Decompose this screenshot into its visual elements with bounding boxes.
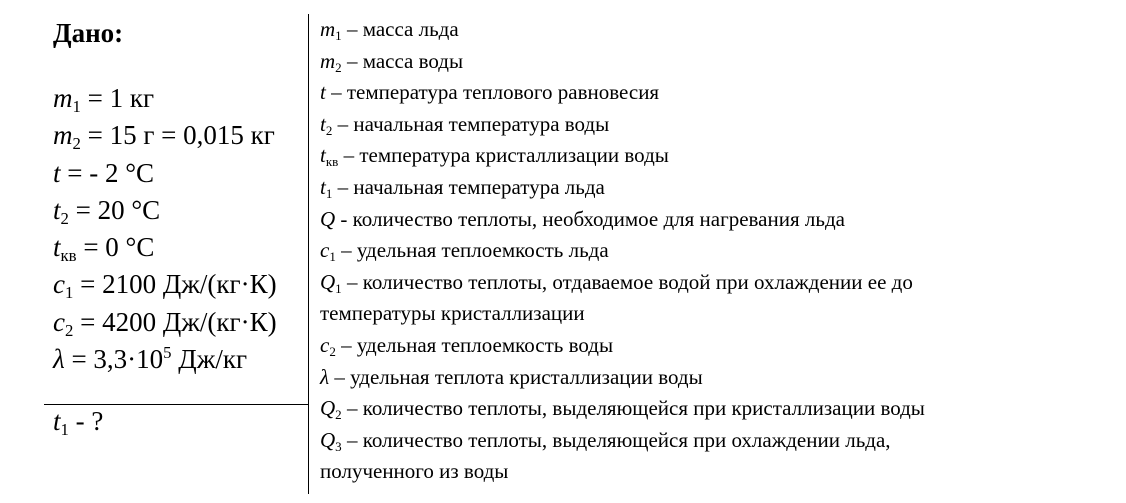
notation-text: – масса льда [341,17,459,41]
notation-text: полученного из воды [320,459,509,484]
symbol: c [320,238,330,263]
symbol: t [320,143,326,168]
subscript: 2 [72,134,81,154]
notation-text: – масса воды [341,48,464,73]
notation-row [320,267,925,299]
unknown-text: - ? [68,406,104,436]
symbol: t [320,80,326,105]
given-value: = 15 г = 0,015 кг [80,120,275,151]
notation-text: – начальная температура воды [332,111,610,136]
subscript: 1 [335,280,342,296]
notation-text: – удельная теплота кристаллизации воды [329,364,703,389]
notation-row [320,425,925,457]
notation-text: – температура кристаллизации воды [338,143,669,168]
symbol: t [53,194,61,225]
notation-text: – удельная теплоемкость льда [335,238,609,263]
given-value: = 0 °С [76,232,155,263]
symbol: λ [320,364,330,389]
notation-row [320,14,925,46]
subscript: 2 [335,59,342,75]
subscript: 1 [64,283,74,303]
given-value: = 2100 Дж/(кг·К) [73,269,277,300]
symbol: t [320,174,326,199]
subscript: 3 [335,438,342,454]
given-item [53,192,277,229]
subscript: 1 [325,185,333,201]
lambda-value-prefix: = 3,3·10 [64,344,164,375]
notation-row [320,204,925,236]
subscript: 2 [329,343,336,359]
symbol: t [320,111,326,136]
subscript: 2 [64,320,74,340]
given-value: = 1 кг [80,83,155,113]
subscript: 2 [60,208,69,228]
given-item [53,80,277,117]
subscript: 2 [335,407,342,423]
symbol: m [53,83,73,113]
lambda-value-unit: Дж/кг [171,344,248,375]
notation-text: температуры кристаллизации [320,301,585,326]
given-value: = 4200 Дж/(кг·К) [73,306,277,337]
given-panel [0,0,308,503]
notation-list [320,14,925,488]
symbol: Q [320,269,336,294]
symbol: t [53,232,61,263]
notation-text: – температура теплового равновесия [325,80,660,105]
notation-row [320,172,925,204]
given-item [53,117,277,154]
symbol: c [53,306,65,337]
given-title: Дано: [53,18,124,48]
notation-row [320,393,925,425]
notation-row [320,456,925,488]
notation-row [320,46,925,78]
given-item [53,229,277,266]
notation-row [320,235,925,267]
subscript: 1 [329,249,336,265]
subscript: 1 [72,97,81,117]
given-value: = 20 °С [68,194,161,225]
given-list [53,80,277,378]
subscript: 2 [325,122,333,138]
notation-text: - количество теплоты, необходимое для нагревания льда [335,206,845,231]
symbol: m [320,17,336,41]
symbol: t [53,406,61,436]
notation-text: – количество теплоты, выделяющейся при кристаллизации воды [341,396,925,421]
symbol: m [320,48,336,73]
notation-text: – количество теплоты, отдаваемое водой при охлаждении ее до [341,269,913,294]
notation-row [320,298,925,330]
lambda-symbol: λ [53,344,65,375]
given-item [53,266,277,303]
notation-row [320,77,925,109]
given-item-lambda [53,341,277,378]
given-item [53,304,277,341]
notation-text: – удельная теплоемкость воды [335,332,614,357]
subscript: кв [325,154,339,170]
unknown-quantity [53,404,103,438]
given-value: = - 2 °С [60,157,155,188]
symbol: t [53,157,61,188]
symbol: Q [320,396,336,421]
subscript: 1 [60,420,69,440]
symbol: c [320,332,330,357]
notation-row [320,109,925,141]
divider-vertical [308,14,309,494]
subscript: 1 [335,27,342,43]
symbol: Q [320,206,336,231]
symbol: c [53,269,65,300]
symbol: m [53,120,73,151]
subscript: кв [60,246,77,266]
given-item [53,155,277,192]
notation-text: – начальная температура льда [332,174,605,199]
notation-text: – количество теплоты, выделяющейся при охлаждении льда, [341,427,891,452]
notation-row [320,140,925,172]
symbol: Q [320,427,336,452]
notation-row [320,330,925,362]
lambda-exponent: 5 [163,343,172,363]
notation-row [320,362,925,394]
